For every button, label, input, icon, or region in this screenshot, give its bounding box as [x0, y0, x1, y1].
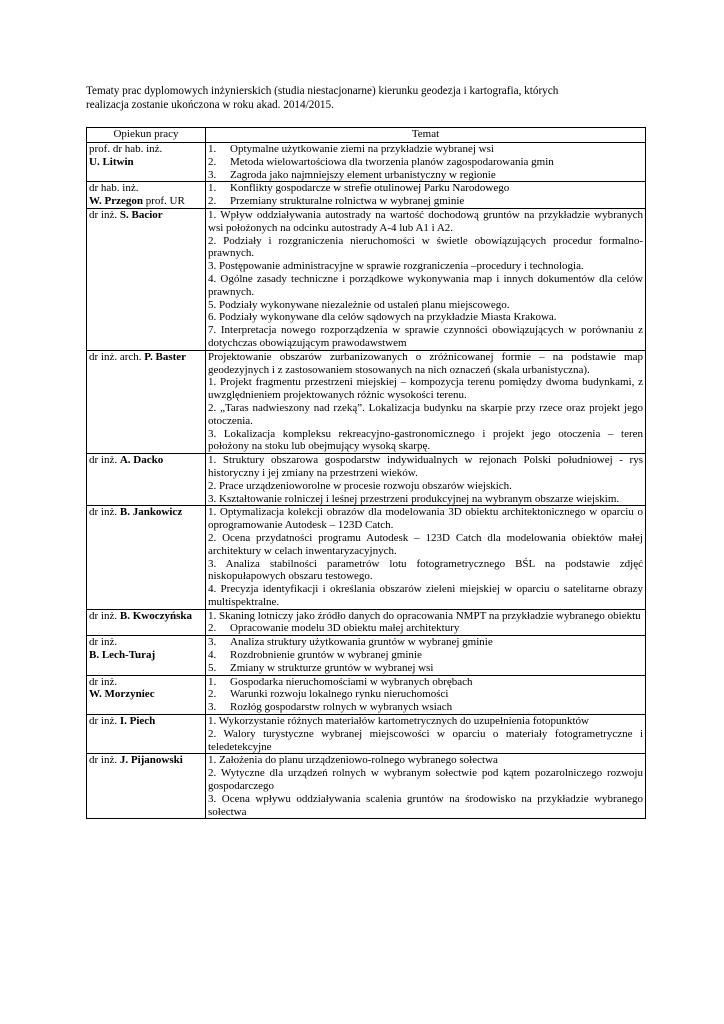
- topic-item: [208, 156, 643, 169]
- supervisor-cell: [87, 636, 206, 675]
- topic-number: 2.: [208, 688, 217, 701]
- topic-paragraph: 2. „Taras nadwieszony nad rzeką”. Lokalizacja budynku na skarpie przy rzece oraz projekt jego otoczenia.: [208, 401, 643, 427]
- topic-paragraph: 1. Wykorzystanie różnych materiałów kartometrycznych do uzupełnienia fotopunktów: [208, 715, 589, 728]
- topic-number: 3.: [208, 168, 217, 181]
- topic-item: [208, 622, 643, 635]
- topic-item: [208, 636, 643, 649]
- supervisor-cell: [87, 609, 206, 636]
- topic-cell: [206, 636, 646, 675]
- topic-cell: [206, 350, 646, 453]
- topics-table: [86, 127, 646, 819]
- topic-paragraph: 2. Ocena przydatności programu Autodesk – 123D Catch dla modelowania obiektów małej architektury w celach inwentaryzacyjnych.: [208, 531, 643, 557]
- supervisor-cell: [87, 208, 206, 350]
- table-row: [87, 182, 646, 209]
- supervisor-title: dr inż.: [89, 636, 118, 649]
- topic-paragraph: 1. Optymalizacja kolekcji obrazów dla modelowania 3D obiektu architektonicznego w oparciu o oprogramowanie Autodesk – 123D Catch.: [208, 506, 643, 532]
- topic-paragraph: 3. Postępowanie administracyjne w sprawie rozgraniczenia –procedury i technologia.: [208, 260, 584, 273]
- supervisor-title: dr inż.: [89, 506, 118, 519]
- topic-number: 3.: [208, 701, 217, 714]
- supervisor-cell: [87, 143, 206, 182]
- topic-item: [208, 662, 643, 675]
- topic-cell: [206, 506, 646, 609]
- topic-cell: [206, 143, 646, 182]
- topic-paragraph: 5. Podziały wykonywane niezależnie od ustaleń planu miejscowego.: [208, 298, 510, 311]
- topic-number: 3.: [208, 636, 217, 649]
- topic-text: Zagroda jako najmniejszy element urbanistyczny w regionie: [230, 168, 496, 181]
- supervisor-title: dr inż.: [89, 754, 118, 767]
- topic-paragraph: 3. Analiza stabilności parametrów lotu fotogrametrycznego BŚL na podstawie zdjęć niskopułapowych obszaru testowego.: [208, 557, 643, 583]
- supervisor-cell: [87, 454, 206, 506]
- topic-cell: [206, 715, 646, 754]
- table-row: [87, 208, 646, 350]
- topic-paragraph: Projektowanie obszarów zurbanizowanych o zróżnicowanej formie – na podstawie map geodezyjnych i z zastosowaniem stosowanych na nich oznaczeń (skala urbanistyczna).: [208, 350, 643, 376]
- topic-number: 2.: [208, 155, 217, 168]
- table-row: [87, 350, 646, 453]
- supervisor-suffix: prof. UR: [145, 195, 185, 208]
- topic-cell: [206, 675, 646, 714]
- topic-paragraph: 1. Skaning lotniczy jako źródło danych do opracowania NMPT na przykładzie wybranego obiektu: [208, 609, 641, 622]
- topic-paragraph: 1. Projekt fragmentu przestrzeni miejskiej – kompozycja terenu pomiędzy dwoma budynkami, z uwzględnieniem projektowanych różnic wysokości terenu.: [208, 376, 643, 402]
- topic-item: [208, 688, 643, 701]
- topic-number: 1.: [208, 143, 217, 155]
- supervisor-name: S. Bacior: [119, 208, 163, 221]
- topic-item: [208, 182, 643, 195]
- topic-item: [208, 676, 643, 689]
- topic-item: [208, 195, 643, 208]
- supervisor-title: prof. dr hab. inż.: [89, 143, 163, 155]
- topic-paragraph: 6. Podziały wykonywane dla celów sądowych na przykładzie Miasta Krakowa.: [208, 311, 557, 324]
- table-row: [87, 454, 646, 506]
- topic-text: Opracowanie modelu 3D obiektu małej architektury: [230, 622, 460, 635]
- supervisor-name: A. Dacko: [119, 454, 164, 467]
- topic-item: [208, 169, 643, 182]
- topic-text: Rozłóg gospodarstw rolnych w wybranych wsiach: [230, 701, 453, 714]
- topic-paragraph: 7. Interpretacja nowego rozporządzenia w sprawie czynności obowiązujących w porównaniu z dotychczas obowiązującym prawodawstwem: [208, 324, 643, 349]
- topic-text: Rozdrobnienie gruntów w wybranej gminie: [230, 649, 422, 662]
- topic-paragraph: 1. Struktury obszarowa gospodarstw indywidualnych w rejonach Polski południowej - rys historyczny i jej zmiany na przestrzeni wieków.: [208, 454, 643, 479]
- intro-line-1: Tematy prac dyplomowych inżynierskich (studia niestacjonarne) kierunku geodezja i kartografia, których: [86, 85, 559, 97]
- topic-paragraph: 3. Lokalizacja kompleksu rekreacyjno-gastronomicznego i projekt jego otoczenia – teren położony na stoku lub obejmujący wysoką skarpę.: [208, 427, 643, 453]
- supervisor-title: dr inż.: [89, 609, 118, 622]
- topic-cell: [206, 182, 646, 209]
- topic-number: 2.: [208, 195, 217, 208]
- topic-text: Konflikty gospodarcze w strefie otulinowej Parku Narodowego: [230, 182, 510, 195]
- topic-paragraph: 2. Walory turystyczne wybranej miejscowości w oparciu o materiały fotogrametryczne i teledetekcyjne: [208, 727, 643, 753]
- topic-paragraph: 1. Wpływ oddziaływania autostrady na wartość dochodową gruntów na przykładzie wybranych wsi położonych na odcinku autostrady A-4 lub A1 i A2.: [208, 208, 643, 234]
- table-row: [87, 143, 646, 182]
- topic-paragraph: 1. Założenia do planu urządzeniowo-rolnego wybranego sołectwa: [208, 754, 498, 767]
- supervisor-name: I. Piech: [119, 715, 156, 728]
- table-row: [87, 609, 646, 636]
- supervisor-name: P. Baster: [144, 350, 187, 363]
- table-row: [87, 636, 646, 675]
- supervisor-title: dr inż.: [89, 675, 118, 688]
- header-topic: Temat: [206, 128, 646, 143]
- supervisor-cell: [87, 675, 206, 714]
- topic-number: 1.: [208, 675, 217, 688]
- topic-item: [208, 701, 643, 714]
- supervisor-name: J. Pijanowski: [119, 754, 183, 767]
- table-body: [87, 143, 646, 819]
- topic-text: Optymalne użytkowanie ziemi na przykładzie wybranej wsi: [230, 143, 494, 155]
- supervisor-name: B. Kwoczyńska: [119, 609, 192, 622]
- topic-text: Zmiany w strukturze gruntów w wybranej wsi: [230, 661, 434, 674]
- topic-text: Gospodarka nieruchomościami w wybranych obrębach: [230, 675, 473, 688]
- table-row: [87, 754, 646, 819]
- topic-cell: [206, 754, 646, 819]
- topic-text: Warunki rozwoju lokalnego rynku nieruchomości: [230, 688, 449, 701]
- topic-cell: [206, 454, 646, 506]
- topic-text: Metoda wielowartościowa dla tworzenia planów zagospodarowania gmin: [230, 155, 554, 168]
- topic-number: 2.: [208, 622, 217, 635]
- table-row: [87, 675, 646, 714]
- supervisor-title: dr inż.: [89, 208, 118, 221]
- table-row: [87, 715, 646, 754]
- supervisor-cell: [87, 506, 206, 609]
- supervisor-name: W. Morzyniec: [89, 688, 155, 701]
- topic-text: Przemiany strukturalne rolnictwa w wybranej gminie: [230, 195, 465, 208]
- intro-line-2: realizacja zostanie ukończona w roku akad. 2014/2015.: [86, 99, 334, 111]
- topic-paragraph: 3. Ocena wpływu oddziaływania scalenia gruntów na środowisko na przykładzie wybranego sołectwa: [208, 792, 643, 818]
- topic-number: 4.: [208, 649, 217, 662]
- topic-paragraph: 2. Podziały i rozgraniczenia nieruchomości w świetle obowiązujących procedur formalno-prawnych.: [208, 234, 643, 260]
- topic-paragraph: 2. Wytyczne dla urządzeń rolnych w wybranym sołectwie pod kątem pozarolniczego rozwoju gospodarczego: [208, 767, 643, 793]
- supervisor-name: B. Lech-Turaj: [89, 649, 156, 662]
- header-supervisor: Opiekun pracy: [87, 128, 206, 143]
- supervisor-name: W. Przegon: [89, 195, 143, 208]
- supervisor-name: B. Jankowicz: [119, 506, 183, 519]
- topic-number: 5.: [208, 661, 217, 674]
- supervisor-cell: [87, 715, 206, 754]
- supervisor-title: dr inż. arch.: [89, 350, 142, 363]
- supervisor-title: dr inż.: [89, 715, 118, 728]
- topic-cell: [206, 609, 646, 636]
- topic-paragraph: 3. Kształtowanie rolniczej i leśnej przestrzeni produkcyjnej na wybranym obszarze wiejskim.: [208, 492, 620, 505]
- intro-paragraph: [86, 84, 646, 112]
- supervisor-cell: [87, 350, 206, 453]
- topic-paragraph: 4. Ogólne zasady techniczne i porządkowe wykonywania map i innych dokumentów dla celów prawnych.: [208, 272, 643, 298]
- topic-cell: [206, 208, 646, 350]
- topic-item: [208, 649, 643, 662]
- supervisor-title: dr inż.: [89, 454, 118, 467]
- supervisor-name: U. Litwin: [89, 155, 134, 168]
- supervisor-cell: [87, 182, 206, 209]
- table-row: [87, 506, 646, 609]
- supervisor-title: dr hab. inż.: [89, 182, 139, 195]
- topic-number: 1.: [208, 182, 217, 195]
- table-header-row: [87, 128, 646, 143]
- supervisor-cell: [87, 754, 206, 819]
- topic-item: [208, 143, 643, 156]
- topic-paragraph: 4. Precyzja identyfikacji i określania obszarów zieleni miejskiej w oparciu o satelitarne obrazy multispektralne.: [208, 583, 643, 608]
- topic-text: Analiza struktury użytkowania gruntów w wybranej gminie: [230, 636, 493, 649]
- topic-paragraph: 2. Prace urządzenioworolne w procesie rozwoju obszarów wiejskich.: [208, 479, 512, 492]
